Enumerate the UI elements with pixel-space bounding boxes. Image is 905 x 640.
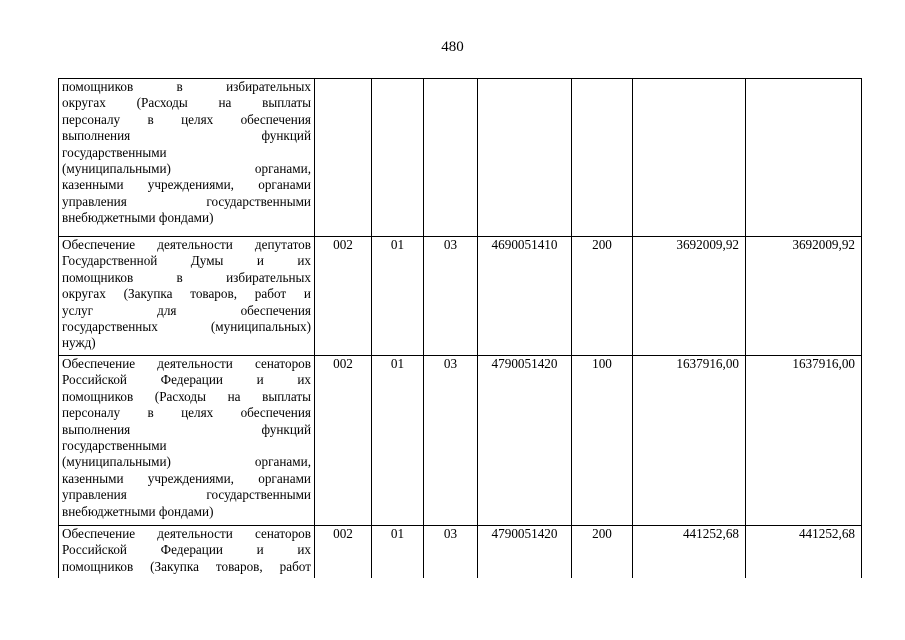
expense-type-code-cell: 200 [572,237,633,356]
expense-name-line: казенными учреждениями, органами [62,177,311,193]
section-code-cell: 01 [372,237,424,356]
section-code-cell: 01 [372,526,424,578]
subsection-code-cell: 03 [424,356,478,526]
page-number: 480 [441,39,464,55]
expense-name-line: Российской Федерации и их [62,372,311,388]
table-row [59,79,862,237]
amount-2-cell: 1637916,00 [746,356,862,526]
expense-name-line: внебюджетными фондами) [62,503,214,519]
expense-name-cell [59,237,315,356]
amount-1-cell [633,79,746,237]
expense-name-line: управления государственными [62,193,311,209]
expense-name-line: казенными учреждениями, органами [62,470,311,486]
expense-name-line: Обеспечение деятельности сенаторов [62,356,311,371]
subsection-code-cell [424,79,478,237]
amount-2-cell: 441252,68 [746,526,862,578]
expense-name-line: округах (Закупка товаров, работ и [62,286,311,302]
target-article-code-cell: 4790051420 [478,356,572,526]
expense-name-cell [59,526,315,578]
amount-1-cell: 1637916,00 [633,356,746,526]
section-code-cell: 01 [372,356,424,526]
target-article-code-cell [478,79,572,237]
expense-name-line: помощников (Закупка товаров, работ [62,558,311,574]
target-article-code-cell: 4690051410 [478,237,572,356]
expense-type-code-cell [572,79,633,237]
amount-2-cell: 3692009,92 [746,237,862,356]
expense-name-cell [59,79,315,237]
expense-name-line: (муниципальными) органами, [62,161,311,177]
table-row [59,526,862,578]
ministry-code-cell: 002 [315,356,372,526]
expense-name-line: услуг для обеспечения [62,302,311,318]
expense-name-line: Российской Федерации и их [62,542,311,558]
expense-name-line: персоналу в целях обеспечения [62,111,311,127]
amount-2-cell [746,79,862,237]
budget-table [58,78,862,578]
expense-name-line: Обеспечение деятельности депутатов [62,237,311,252]
subsection-code-cell: 03 [424,237,478,356]
expense-name-line: Обеспечение деятельности сенаторов [62,526,311,541]
amount-1-cell: 3692009,92 [633,237,746,356]
expense-name-line: выполнения функций [62,421,311,437]
expense-name-line: нужд) [62,335,96,351]
expense-name-line: внебюджетными фондами) [62,210,214,226]
expense-name-line: государственными [62,438,167,454]
expense-name-line: (муниципальными) органами, [62,454,311,470]
expense-name-line: помощников (Расходы на выплаты [62,388,311,404]
expense-name-line: управления государственными [62,487,311,503]
expense-name-cell [59,356,315,526]
target-article-code-cell: 4790051420 [478,526,572,578]
expense-name-line: выполнения функций [62,128,311,144]
expense-name-line: помощников в избирательных [62,79,311,94]
expense-name-line: государственными [62,144,167,160]
expense-name-line: государственных (муниципальных) [62,319,311,335]
expense-type-code-cell: 100 [572,356,633,526]
amount-1-cell: 441252,68 [633,526,746,578]
expense-name-line: Государственной Думы и их [62,253,311,269]
ministry-code-cell: 002 [315,526,372,578]
ministry-code-cell [315,79,372,237]
table-row [59,237,862,356]
table-row [59,356,862,526]
section-code-cell [372,79,424,237]
ministry-code-cell: 002 [315,237,372,356]
subsection-code-cell: 03 [424,526,478,578]
expense-name-line: округах (Расходы на выплаты [62,95,311,111]
expense-name-line: персоналу в целях обеспечения [62,405,311,421]
expense-name-line: помощников в избирательных [62,269,311,285]
expense-type-code-cell: 200 [572,526,633,578]
